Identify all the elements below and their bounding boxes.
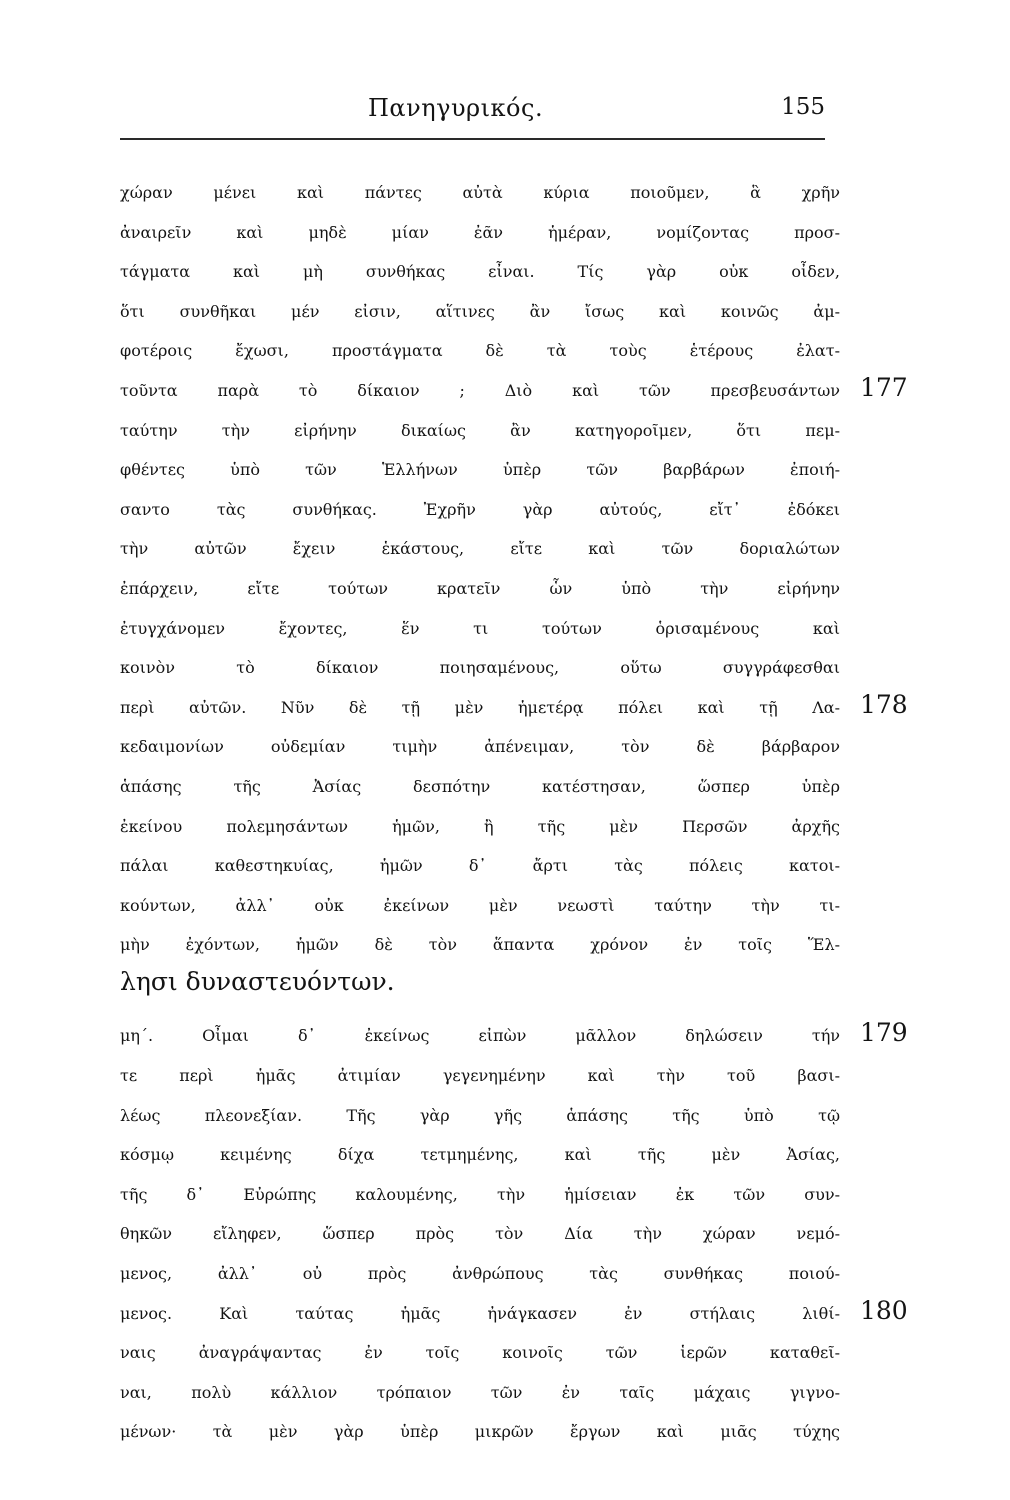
text-line-content: φθέντες ὑπὸ τῶν Ἑλλήνων ὑπὲρ τῶν βαρβάρων ἐποιή- (120, 460, 840, 480)
text-line (120, 328, 840, 368)
text-line (120, 724, 840, 764)
running-head (120, 94, 825, 130)
text-line-content: ναις ἀναγράψαντας ἐν τοῖς κοινοῖς τῶν ἱερῶν καταθεῖ- (120, 1343, 840, 1363)
text-line (120, 368, 908, 408)
text-line-content: λέως πλεονεξίαν. Τῆς γὰρ γῆς ἁπάσης τῆς ὑπὸ τῷ (120, 1105, 840, 1125)
text-line (120, 1053, 840, 1093)
text-line (120, 487, 840, 527)
text-line-content: σαντο τὰς συνθήκας. Ἐχρῆν γὰρ αὐτούς, εἴτ᾽ ἐδόκει (120, 499, 840, 519)
text-line (120, 1251, 840, 1291)
text-line-content: ἐτυγχάνομεν ἔχοντες, ἕν τι τούτων ὁρισαμένους καὶ (120, 618, 840, 638)
text-line-content: μη΄. Οἶμαι δ᾽ ἐκείνως εἰπὼν μᾶλλον δηλώσειν τήν (120, 1026, 840, 1046)
text-line-content: κεδαιμονίων οὐδεμίαν τιμὴν ἀπένειμαν, τὸν δὲ βάρβαρον (120, 737, 840, 757)
text-line (120, 1291, 908, 1331)
text-line-content: χώραν μένει καὶ πάντες αὐτὰ κύρια ποιοῦμεν, ἃ χρῆν (120, 183, 840, 202)
text-line (120, 1370, 840, 1410)
text-line (120, 883, 840, 923)
text-line-content: τὴν αὐτῶν ἔχειν ἑκάστους, εἴτε καὶ τῶν δοριαλώτων (120, 539, 840, 559)
text-line (120, 1409, 840, 1449)
margin-section-number: 177 (860, 372, 908, 402)
page-number: 155 (781, 94, 825, 120)
body-text (120, 170, 908, 1449)
text-line-content: ἐκείνου πολεμησάντων ἡμῶν, ἢ τῆς μὲν Περσῶν ἀρχῆς (120, 816, 840, 836)
text-line (120, 764, 840, 804)
text-line-content: ναι, πολὺ κάλλιον τρόπαιον τῶν ἐν ταῖς μάχαις γιγνο- (120, 1382, 840, 1402)
text-line (120, 1330, 840, 1370)
text-line (120, 645, 840, 685)
text-line-content: θηκῶν εἴληφεν, ὥσπερ πρὸς τὸν Δία τὴν χώραν νεμό- (120, 1224, 840, 1244)
text-line (120, 526, 840, 566)
text-line-content: μενος, ἀλλ᾽ οὐ πρὸς ἀνθρώπους τὰς συνθήκας ποιού- (120, 1264, 840, 1284)
text-line-content: τάγματα καὶ μὴ συνθήκας εἶναι. Τίς γὰρ οὐκ οἶδεν, (120, 262, 840, 282)
text-line (120, 210, 840, 250)
text-line (120, 962, 840, 1002)
text-line (120, 1013, 908, 1053)
text-line-content: μένων· τὰ μὲν γὰρ ὑπὲρ μικρῶν ἔργων καὶ μιᾶς τύχης (120, 1422, 840, 1442)
margin-section-number: 180 (860, 1295, 908, 1325)
text-line (120, 606, 840, 646)
text-line (120, 1093, 840, 1133)
running-title: Πανηγυρικός. (368, 94, 544, 122)
text-line-content: μὴν ἐχόντων, ἡμῶν δὲ τὸν ἅπαντα χρόνον ἐν τοῖς Ἕλ- (120, 935, 840, 955)
text-line-content: ἀναιρεῖν καὶ μηδὲ μίαν ἐᾶν ἡμέραν, νομίζοντας προσ- (120, 222, 840, 242)
text-line (120, 685, 908, 725)
text-line (120, 1172, 840, 1212)
text-line (120, 1211, 840, 1251)
text-line (120, 249, 840, 289)
text-line-content: φοτέροις ἔχωσι, προστάγματα δὲ τὰ τοὺς ἑτέρους ἐλατ- (120, 341, 840, 361)
text-line-content: ἁπάσης τῆς Ἀσίας δεσπότην κατέστησαν, ὥσπερ ὑπὲρ (120, 776, 840, 796)
text-line-content: ἐπάρχειν, εἴτε τούτων κρατεῖν ὧν ὑπὸ τὴν εἰρήνην (120, 578, 840, 598)
text-line-content: κοινὸν τὸ δίκαιον ποιησαμένους, οὕτω συγγράφεσθαι (120, 658, 840, 678)
text-line-content: ταύτην τὴν εἰρήνην δικαίως ἂν κατηγοροῖμεν, ὅτι πεμ- (120, 420, 840, 440)
text-line-content: τε περὶ ἡμᾶς ἀτιμίαν γεγενημένην καὶ τὴν τοῦ βασι- (120, 1066, 840, 1086)
text-line (120, 289, 840, 329)
text-line-content: λησι δυναστευόντων. (120, 966, 395, 996)
text-line (120, 1132, 840, 1172)
text-line (120, 566, 840, 606)
text-line (120, 170, 840, 210)
margin-section-number: 178 (860, 689, 908, 719)
margin-section-number: 179 (860, 1018, 908, 1048)
text-line (120, 447, 840, 487)
text-line-content: περὶ αὐτῶν. Νῦν δὲ τῇ μὲν ἡμετέρᾳ πόλει καὶ τῇ Λα- (120, 697, 840, 717)
text-line-content: ὅτι συνθῆκαι μέν εἰσιν, αἵτινες ἂν ἴσως καὶ κοινῶς ἀμ- (120, 301, 840, 321)
text-line-content: κόσμῳ κειμένης δίχα τετμημένης, καὶ τῆς μὲν Ἀσίας, (120, 1145, 840, 1165)
header-rule (120, 138, 825, 140)
text-line-content: τοῦντα παρὰ τὸ δίκαιον ; Διὸ καὶ τῶν πρεσβευσάντων (120, 380, 840, 400)
text-line (120, 804, 840, 844)
text-line (120, 843, 840, 883)
text-line-content: μενος. Καὶ ταύτας ἡμᾶς ἠνάγκασεν ἐν στήλαις λιθί- (120, 1303, 840, 1323)
text-line-content: πάλαι καθεστηκυίας, ἡμῶν δ᾽ ἄρτι τὰς πόλεις κατοι- (120, 856, 840, 876)
text-line (120, 408, 840, 448)
text-line (120, 922, 840, 962)
text-line-content: κούντων, ἀλλ᾽ οὐκ ἐκείνων μὲν νεωστὶ ταύτην τὴν τι- (120, 895, 840, 915)
text-line-content: τῆς δ᾽ Εὐρώπης καλουμένης, τὴν ἡμίσειαν ἐκ τῶν συν- (120, 1184, 840, 1204)
